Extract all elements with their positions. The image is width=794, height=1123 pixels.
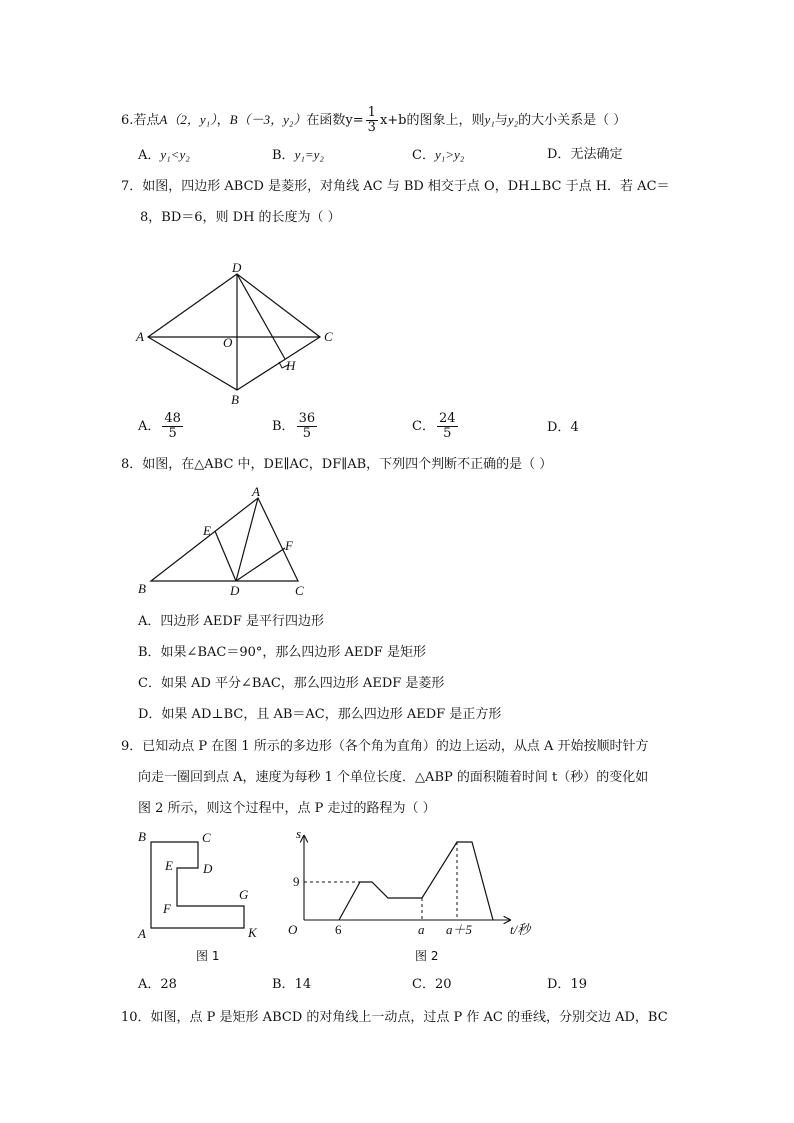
label-h: H <box>286 358 296 373</box>
segment-de <box>215 531 236 581</box>
label-a: A <box>252 486 260 499</box>
label-6: 6 <box>335 922 342 937</box>
q8-triangle-figure <box>132 486 317 598</box>
q9-figure1-polygon <box>132 826 272 966</box>
label-b: B <box>138 829 146 844</box>
q6-option-a[interactable]: A．y₁<y₂ <box>138 147 190 163</box>
q8-option-c[interactable]: C．如果 AD 平分∠BAC，那么四边形 AEDF 是菱形 <box>138 676 445 691</box>
area-curve <box>339 842 493 920</box>
segment-dh <box>237 274 285 359</box>
q8-option-a[interactable]: A．四边形 AEDF 是平行四边形 <box>138 614 324 629</box>
label-c: C <box>202 830 211 845</box>
figure2-caption: 图 2 <box>415 949 439 963</box>
q9-stem-line3: 图 2 所示，则这个过程中，点 P 走过的路程为（ ） <box>138 801 436 816</box>
q6-point-a: A（2，y₁） <box>159 112 217 127</box>
q6-option-d[interactable]: D．无法确定 <box>547 147 623 162</box>
label-s: s <box>296 826 302 841</box>
q9-option-d[interactable]: D．19 <box>547 977 587 992</box>
label-b: B <box>231 392 239 407</box>
label-o: O <box>288 922 298 937</box>
q6-function: y= $\frac{1}{3}$ x+b <box>345 105 407 135</box>
q6-option-c[interactable]: C．y₁>y₂ <box>412 147 465 163</box>
label-d: D <box>203 861 213 876</box>
q7-stem-line2: 8，BD＝6，则 DH 的长度为（ ） <box>140 210 341 225</box>
q6-fraction: $\frac{1}{3}$ <box>367 105 376 135</box>
q9-stem-line1: 9．已知动点 P 在图 1 所示的多边形（各个角为直角）的边上运动，从点 A 开始按顺时针方 <box>121 739 649 754</box>
q7-option-c[interactable]: C． $\frac{24}{5}$ <box>412 411 456 441</box>
q9-option-a[interactable]: A．28 <box>138 977 177 992</box>
q10-stem-line1: 10．如图，点 P 是矩形 ABCD 的对角线上一动点，过点 P 作 AC 的垂线，分别交边 AD，BC <box>121 1010 668 1025</box>
triangle-abc <box>151 498 298 581</box>
label-a-plus-5: a＋5 <box>446 922 473 937</box>
q8-option-d[interactable]: D．如果 AD⊥BC，且 AB＝AC，那么四边形 AEDF 是正方形 <box>138 707 502 722</box>
label-t: t/秒 <box>510 922 531 937</box>
label-k: K <box>248 925 257 940</box>
label-a: A <box>138 926 146 941</box>
label-e: E <box>165 858 173 873</box>
q9-stem-line2: 向走一圈回到点 A，速度为每秒 1 个单位长度．△ABP 的面积随着时间 t（秒）的变化如 <box>138 770 649 785</box>
label-b: B <box>138 581 146 596</box>
q9-option-b[interactable]: B．14 <box>272 977 312 992</box>
q7-stem-line1: 7．如图，四边形 ABCD 是菱形，对角线 AC 与 BD 相交于点 O，DH⊥BC 于点 H．若 AC＝ <box>121 179 670 194</box>
q9-figure2-graph <box>282 826 552 966</box>
label-f: F <box>163 901 171 916</box>
label-c: C <box>295 583 304 598</box>
q6-number: 6. <box>121 113 134 128</box>
label-a: a <box>418 922 425 937</box>
q9-option-c[interactable]: C．20 <box>412 977 452 992</box>
label-d: D <box>232 262 242 275</box>
label-a: A <box>136 329 144 344</box>
label-g: G <box>239 887 249 902</box>
q8-stem: 8．如图，在△ABC 中，DE∥AC，DF∥AB，下列四个判断不正确的是（ ） <box>121 457 553 472</box>
label-o: O <box>223 335 233 350</box>
figure1-caption: 图 1 <box>196 949 220 963</box>
q6-point-b: B（－3，y₂） <box>229 112 307 127</box>
label-c: C <box>324 329 333 344</box>
q7-option-d[interactable]: D．4 <box>547 420 579 435</box>
label-d: D <box>230 583 240 598</box>
q7-rhombus-figure <box>130 262 350 407</box>
q7-option-a[interactable]: A． $\frac{48}{5}$ <box>138 411 181 441</box>
q7-option-b[interactable]: B． $\frac{36}{5}$ <box>272 411 316 441</box>
label-9: 9 <box>293 874 300 889</box>
q6-stem: 6.若点A（2，y₁），B（－3，y₂）在函数y= $\frac{1}{3}$ x+b的图象上，则y₁与y₂的大小关系是（ ） <box>121 105 627 135</box>
q6-option-b[interactable]: B．y₁=y₂ <box>272 147 324 163</box>
label-f: F <box>285 538 293 553</box>
label-e: E <box>203 523 211 538</box>
q8-option-b[interactable]: B．如果∠BAC＝90°，那么四边形 AEDF 是矩形 <box>138 645 426 660</box>
